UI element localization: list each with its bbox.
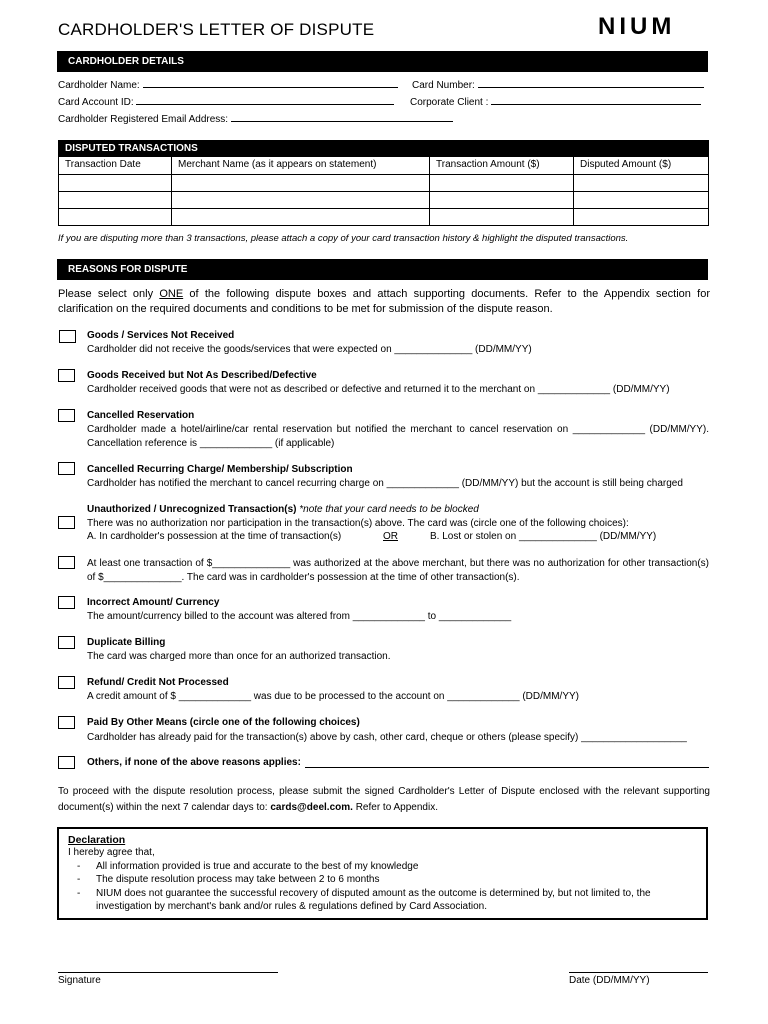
proceed-text: Refer to Appendix. — [352, 801, 438, 813]
cardholder-name-field[interactable] — [143, 78, 398, 88]
reason-cancelled-reservation-checkbox[interactable] — [58, 409, 75, 422]
reason-title: Cancelled Reservation — [87, 410, 195, 421]
reason-title: Incorrect Amount/ Currency — [87, 597, 220, 608]
column-header: Transaction Date — [65, 159, 141, 170]
intro-text: Please select only — [58, 288, 160, 300]
reason-description: A credit amount of $ _____________ was due to be processed to the account on _____________ (DD/MM/YY) — [87, 691, 579, 702]
reason-description: Cardholder has notified the merchant to cancel recurring charge on _____________ (DD/MM/YY) but the account is still being charged — [87, 478, 683, 489]
table-row — [59, 174, 708, 191]
intro-text: of the following dispute boxes and attach supporting documents. Refer to the Appendix section for clarification on the required documents and conditions to be met for submission of the dispute reason. — [58, 288, 710, 315]
email-label: Cardholder Registered Email Address: — [58, 114, 229, 125]
reason-title: Others, if none of the above reasons applies: — [87, 757, 301, 768]
card-account-row — [58, 95, 394, 108]
nium-logo: NIUM — [598, 13, 676, 40]
reason-description: There was no authorization nor participation in the transaction(s) above. The card was (circle one of the following choices): — [87, 518, 629, 529]
reason-option-b: B. Lost or stolen on ______________ (DD/MM/YY) — [430, 531, 657, 542]
table-cell[interactable] — [171, 209, 429, 225]
reason-duplicate-billing-checkbox[interactable] — [58, 636, 75, 649]
email-row — [58, 112, 453, 125]
card-account-field[interactable] — [136, 95, 394, 105]
table-header-row — [59, 157, 708, 174]
reasons-intro — [58, 287, 710, 317]
table-cell[interactable] — [429, 175, 573, 191]
reason-title-row — [87, 504, 479, 515]
column-header: Transaction Amount ($) — [429, 157, 573, 174]
declaration-list — [68, 860, 697, 914]
reason-title: Refund/ Credit Not Processed — [87, 677, 229, 688]
table-cell[interactable] — [573, 175, 708, 191]
disputed-transactions-table — [58, 140, 709, 226]
reason-cancelled-recurring-checkbox[interactable] — [58, 462, 75, 475]
declaration-box — [57, 827, 708, 920]
reason-title: Unauthorized / Unrecognized Transaction(s) — [87, 504, 297, 515]
reason-partial-authorization-checkbox[interactable] — [58, 556, 75, 569]
table-cell[interactable] — [171, 175, 429, 191]
table-cell[interactable] — [59, 192, 171, 208]
cardholder-name-row — [58, 78, 398, 91]
table-cell[interactable] — [171, 192, 429, 208]
table-row — [59, 191, 708, 208]
card-number-label: Card Number: — [412, 80, 475, 91]
reason-description: Cardholder has already paid for the transaction(s) above by cash, other card, cheque or others (please specify) ___________________ — [87, 732, 687, 743]
reason-description: Cardholder received goods that were not as described or defective and returned it to the merchant on _____________ (DD/MM/YY) — [87, 384, 670, 395]
list-item: - The dispute resolution process may take between 2 to 6 months — [68, 873, 697, 887]
reason-refund-not-processed-checkbox[interactable] — [58, 676, 75, 689]
reason-title: Goods / Services Not Received — [87, 330, 235, 341]
corporate-client-field[interactable] — [491, 95, 701, 105]
declaration-title: Declaration — [68, 834, 126, 846]
list-item: - All information provided is true and accurate to the best of my knowledge — [68, 860, 697, 874]
list-item: - NIUM does not guarantee the successful recovery of disputed amount as the outcome is determined by, but not limited to, the investigation by merchant's bank and/or rules & regulations defined by Card Association. — [68, 887, 697, 914]
card-number-row — [412, 78, 704, 91]
signature-label: Signature — [58, 975, 101, 986]
disputed-transactions-header: DISPUTED TRANSACTIONS — [59, 141, 708, 157]
table-cell[interactable] — [573, 192, 708, 208]
proceed-text: To proceed with the dispute resolution process, please submit the signed Cardholder's Letter of Dispute enclosed with the relevant supporting document(s) within the next 7 calendar days to: — [58, 786, 710, 813]
cardholder-name-label: Cardholder Name: — [58, 80, 140, 91]
column-header: Merchant Name (as it appears on statement) — [171, 157, 429, 174]
reason-description: Cardholder made a hotel/airline/car rental reservation but notified the merchant to cancel reservation on _____________ (DD/MM/YY). Cancellation reference is _____________ (if applicable) — [87, 424, 709, 449]
reason-others-checkbox[interactable] — [58, 756, 75, 769]
reason-option-a: A. In cardholder's possession at the time of transaction(s) — [87, 531, 342, 542]
proceed-email-link[interactable]: cards@deel.com. — [270, 801, 353, 813]
intro-one-emphasis: ONE — [159, 288, 184, 300]
reason-description: The amount/currency billed to the account was altered from _____________ to _____________ — [87, 611, 512, 622]
reason-title: Paid By Other Means (circle one of the following choices) — [87, 717, 360, 728]
date-field[interactable] — [569, 972, 708, 973]
reason-description: The card was charged more than once for an authorized transaction. — [87, 651, 391, 662]
table-cell[interactable] — [59, 175, 171, 191]
reason-title: Cancelled Recurring Charge/ Membership/ Subscription — [87, 464, 353, 475]
reason-title: Goods Received but Not As Described/Defective — [87, 370, 317, 381]
reason-note: *note that your card needs to be blocked — [296, 504, 479, 515]
reasons-header: REASONS FOR DISPUTE — [57, 259, 708, 280]
table-cell[interactable] — [429, 209, 573, 225]
proceed-instructions — [58, 784, 710, 815]
cardholder-details-header: CARDHOLDER DETAILS — [57, 51, 708, 72]
reason-or: OR — [383, 531, 398, 542]
reason-goods-not-received-checkbox[interactable] — [59, 330, 76, 343]
card-number-field[interactable] — [478, 78, 704, 88]
table-cell[interactable] — [429, 192, 573, 208]
table-cell[interactable] — [573, 209, 708, 225]
card-account-label: Card Account ID: — [58, 97, 134, 108]
signature-field[interactable] — [58, 972, 278, 973]
email-field[interactable] — [231, 112, 453, 122]
reason-not-as-described-checkbox[interactable] — [58, 369, 75, 382]
corporate-client-label: Corporate Client : — [410, 97, 489, 108]
reason-paid-other-means-checkbox[interactable] — [58, 716, 75, 729]
reason-description: At least one transaction of $______________ was authorized at the above merchant, but there was no authorization for other transaction(s) of $______________. The card was in cardholder's possession at the time of other transaction(s). — [87, 558, 709, 583]
reason-title: Duplicate Billing — [87, 637, 166, 648]
table-row — [59, 208, 708, 225]
others-specify-field[interactable] — [305, 767, 709, 768]
reason-description: Cardholder did not receive the goods/services that were expected on ______________ (DD/MM/YY) — [87, 344, 532, 355]
reason-incorrect-amount-checkbox[interactable] — [58, 596, 75, 609]
page-title: CARDHOLDER'S LETTER OF DISPUTE — [58, 20, 375, 39]
transactions-note: If you are disputing more than 3 transactions, please attach a copy of your card transaction history & highlight the disputed transactions. — [58, 233, 629, 244]
reason-unauthorized-checkbox[interactable] — [58, 516, 75, 529]
corporate-client-row — [410, 95, 701, 108]
date-label: Date (DD/MM/YY) — [569, 975, 650, 986]
declaration-intro: I hereby agree that, — [68, 847, 155, 858]
table-cell[interactable] — [59, 209, 171, 225]
column-header: Disputed Amount ($) — [573, 157, 708, 174]
